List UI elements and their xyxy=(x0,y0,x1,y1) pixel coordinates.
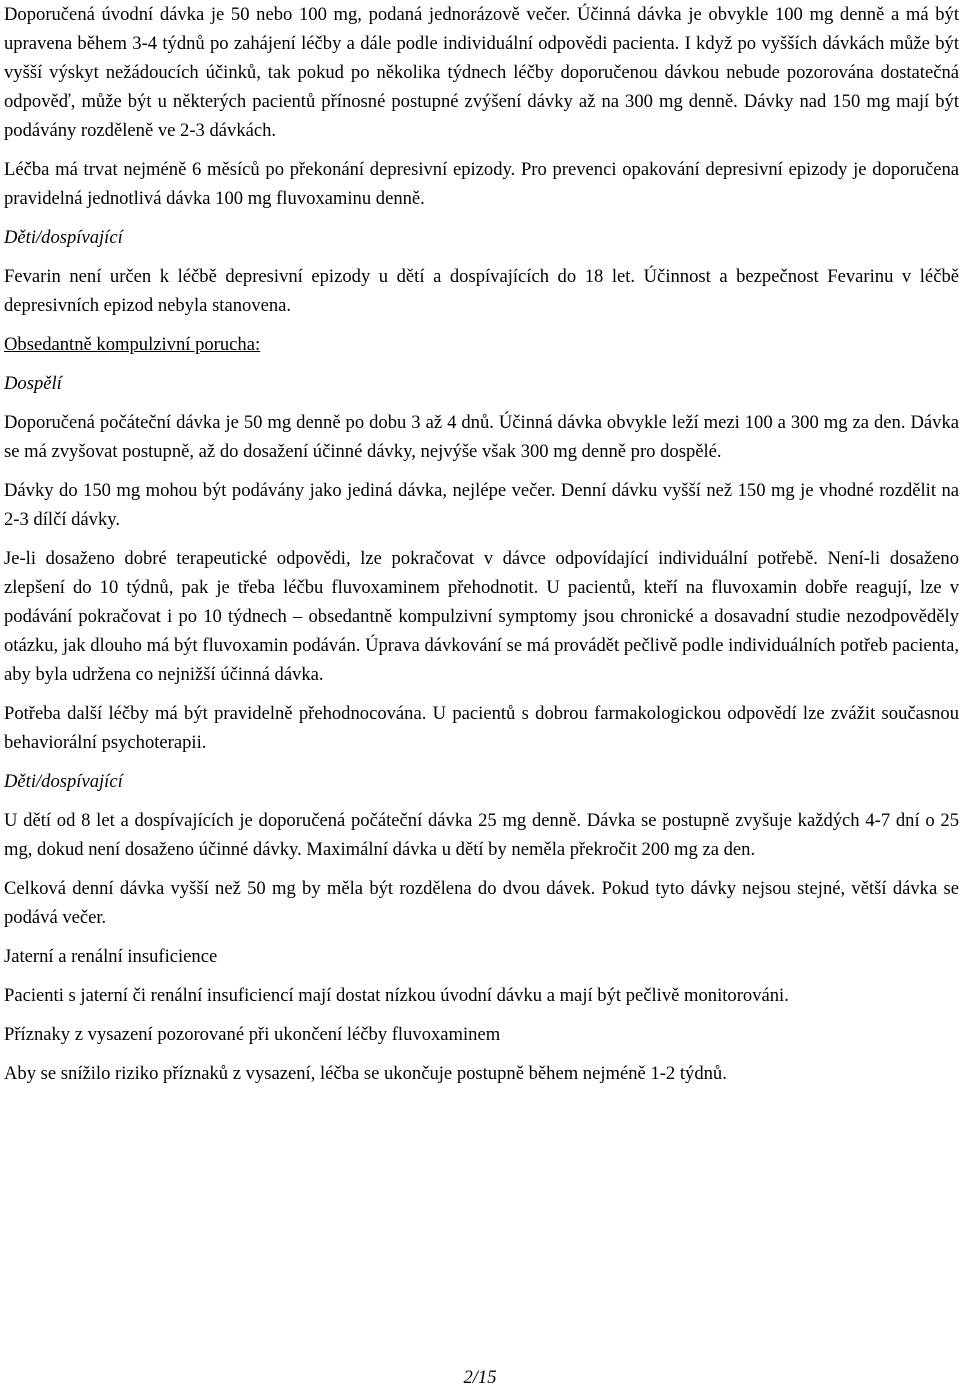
paragraph-ocd-reassessment: Potřeba další léčby má být pravidelně přehodnocována. U pacientů s dobrou farmakologickou odpovědí lze zvážit současnou behaviorální psychoterapii. xyxy=(4,703,959,753)
heading-ocd: Obsedantně kompulzivní porucha: xyxy=(4,334,261,355)
paragraph-depression-dosage: Doporučená úvodní dávka je 50 nebo 100 mg, podaná jednorázově večer. Účinná dávka je obvykle 100 mg denně a má být upravena během 3-4 týdnů po zahájení léčby a dále podle individuální odpovědi pacienta. I když po vyšších dávkách může být vyšší výskyt nežádoucích účinků, tak pokud po několika týdnech léčby doporučenou dávkou nebude pozorována dostatečná odpověď, může být u některých pacientů přínosné postupné zvýšení dávky až na 300 mg denně. Dávky nad 150 mg mají být podávány rozděleně ve 2-3 dávkách. xyxy=(4,4,959,141)
heading-children-ocd: Děti/dospívající xyxy=(4,771,123,792)
heading-adults: Dospělí xyxy=(4,373,62,394)
page-number: 2/15 xyxy=(463,1367,497,1388)
paragraph-ocd-initial-dose: Doporučená počáteční dávka je 50 mg denně po dobu 3 až 4 dnů. Účinná dávka obvykle leží mezi 100 a 300 mg za den. Dávka se má zvyšovat postupně, až do dosažení účinné dávky, nejvýše však 300 mg denně pro dospělé. xyxy=(4,412,959,462)
heading-withdrawal: Příznaky z vysazení pozorované při ukončení léčby fluvoxaminem xyxy=(4,1024,501,1045)
heading-children-depression: Děti/dospívající xyxy=(4,227,123,248)
paragraph-treatment-duration: Léčba má trvat nejméně 6 měsíců po překonání depresivní epizody. Pro prevenci opakování depresivní epizody je doporučena pravidelná jednotlivá dávka 100 mg fluvoxaminu denně. xyxy=(4,159,959,209)
document-page xyxy=(4,0,959,1098)
paragraph-withdrawal: Aby se snížilo riziko příznaků z vysazení, léčba se ukončuje postupně během nejméně 1-2 týdnů. xyxy=(4,1063,727,1084)
paragraph-ocd-continuation: Je-li dosaženo dobré terapeutické odpovědi, lze pokračovat v dávce odpovídající individuální potřebě. Není-li dosaženo zlepšení do 10 týdnů, pak je třeba léčbu fluvoxaminem přehodnotit. U pacientů, kteří na fluvoxamin dobře reagují, lze v podávání pokračovat i po 10 týdnech – obsedantně kompulzivní symptomy jsou chronické a dosavadní studie nezodpověděly otázku, jak dlouho má být fluvoxamin podáván. Úprava dávkování se má provádět pečlivě podle individuálních potřeb pacienta, aby byla udržena co nejnižší účinná dávka. xyxy=(4,548,959,685)
paragraph-children-ocd-dose: U dětí od 8 let a dospívajících je doporučená počáteční dávka 25 mg denně. Dávka se postupně zvyšuje každých 4-7 dní o 25 mg, dokud není dosaženo účinné dávky. Maximální dávka u dětí by neměla překročit 200 mg za den. xyxy=(4,810,959,860)
paragraph-hepatic-renal: Pacienti s jaterní či renální insuficiencí mají dostat nízkou úvodní dávku a mají být pečlivě monitorováni. xyxy=(4,985,789,1006)
heading-hepatic-renal: Jaterní a renální insuficience xyxy=(4,946,218,967)
paragraph-children-depression: Fevarin není určen k léčbě depresivní epizody u dětí a dospívajících do 18 let. Účinnost a bezpečnost Fevarinu v léčbě depresivních epizod nebyla stanovena. xyxy=(4,266,959,316)
paragraph-ocd-dose-split: Dávky do 150 mg mohou být podávány jako jediná dávka, nejlépe večer. Denní dávku vyšší než 150 mg je vhodné rozdělit na 2-3 dílčí dávky. xyxy=(4,480,959,530)
paragraph-children-dose-split: Celková denní dávka vyšší než 50 mg by měla být rozdělena do dvou dávek. Pokud tyto dávky nejsou stejné, větší dávka se podává večer. xyxy=(4,878,959,928)
